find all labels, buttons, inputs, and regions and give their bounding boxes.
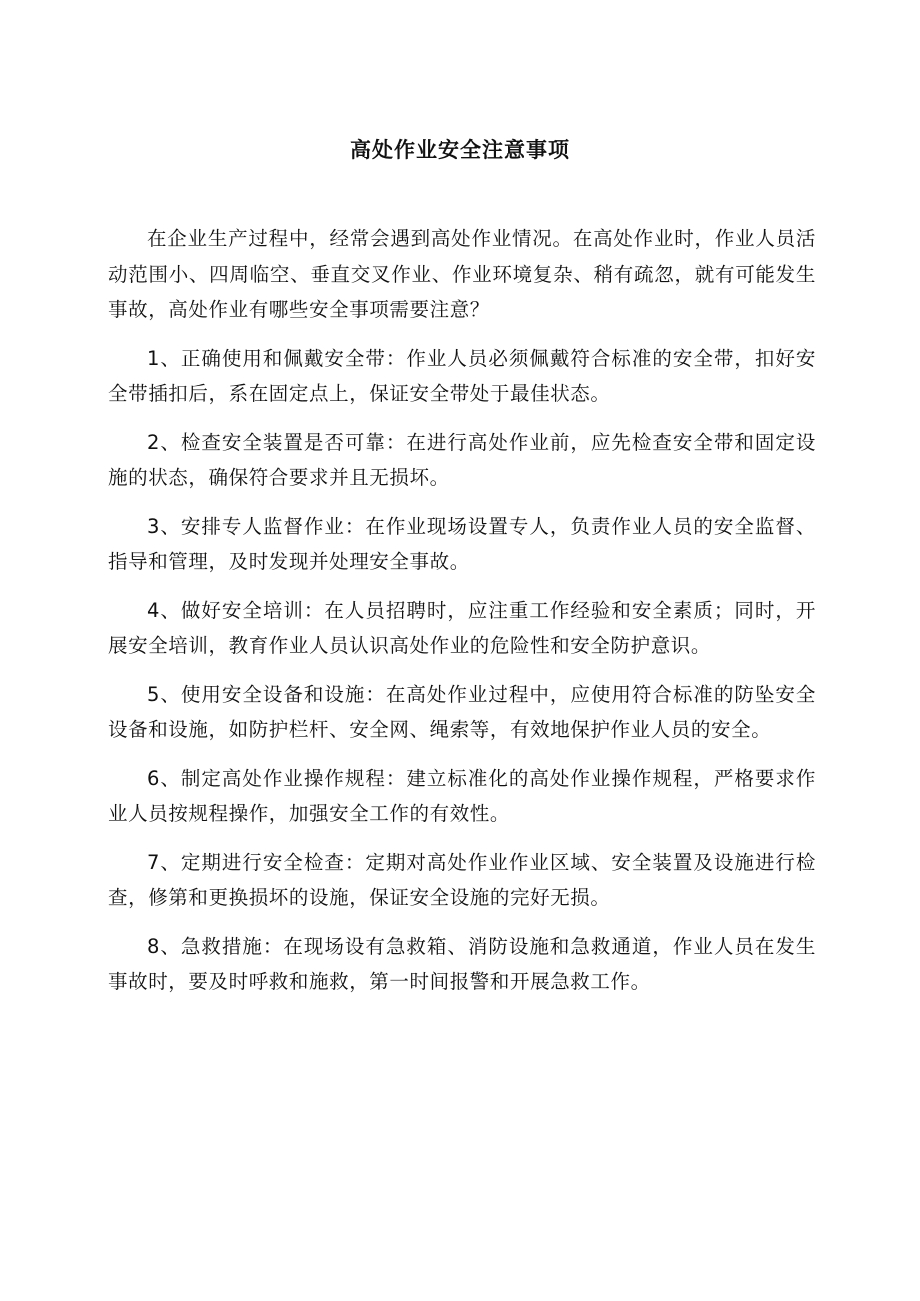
item-paragraph-1: 1、正确使用和佩戴安全带：作业人员必须佩戴符合标准的安全带，扣好安全带插扣后，系在固定点上，保证安全带处于最佳状态。 [108, 346, 816, 405]
item-paragraph-3: 3、安排专人监督作业：在作业现场设置专人，负责作业人员的安全监督、指导和管理，及时发现并处理安全事故。 [108, 514, 816, 573]
item-paragraph-4: 4、做好安全培训：在人员招聘时，应注重工作经验和安全素质；同时，开展安全培训，教育作业人员认识高处作业的危险性和安全防护意识。 [108, 598, 816, 657]
intro-paragraph: 在企业生产过程中，经常会遇到高处作业情况。在高处作业时，作业人员活动范围小、四周临空、垂直交叉作业、作业环境复杂、稍有疏忽，就有可能发生事故，高处作业有哪些安全事项需要注意？ [108, 227, 816, 321]
item-paragraph-6: 6、制定高处作业操作规程：建立标准化的高处作业操作规程，严格要求作业人员按规程操作，加强安全工作的有效性。 [108, 766, 816, 825]
item-paragraph-5: 5、使用安全设备和设施：在高处作业过程中，应使用符合标准的防坠安全设备和设施，如防护栏杆、安全网、绳索等，有效地保护作业人员的安全。 [108, 682, 816, 741]
item-paragraph-2: 2、检查安全装置是否可靠：在进行高处作业前，应先检查安全带和固定设施的状态，确保符合要求并且无损坏。 [108, 430, 816, 489]
page-title: 高处作业安全注意事项 [350, 137, 570, 162]
item-paragraph-8: 8、急救措施：在现场设有急救箱、消防设施和急救通道，作业人员在发生事故时，要及时呼救和施救，第一时间报警和开展急救工作。 [108, 934, 816, 993]
item-paragraph-7: 7、定期进行安全检查：定期对高处作业作业区域、安全装置及设施进行检查，修第和更换损坏的设施，保证安全设施的完好无损。 [108, 850, 816, 909]
document-body [108, 221, 816, 1013]
